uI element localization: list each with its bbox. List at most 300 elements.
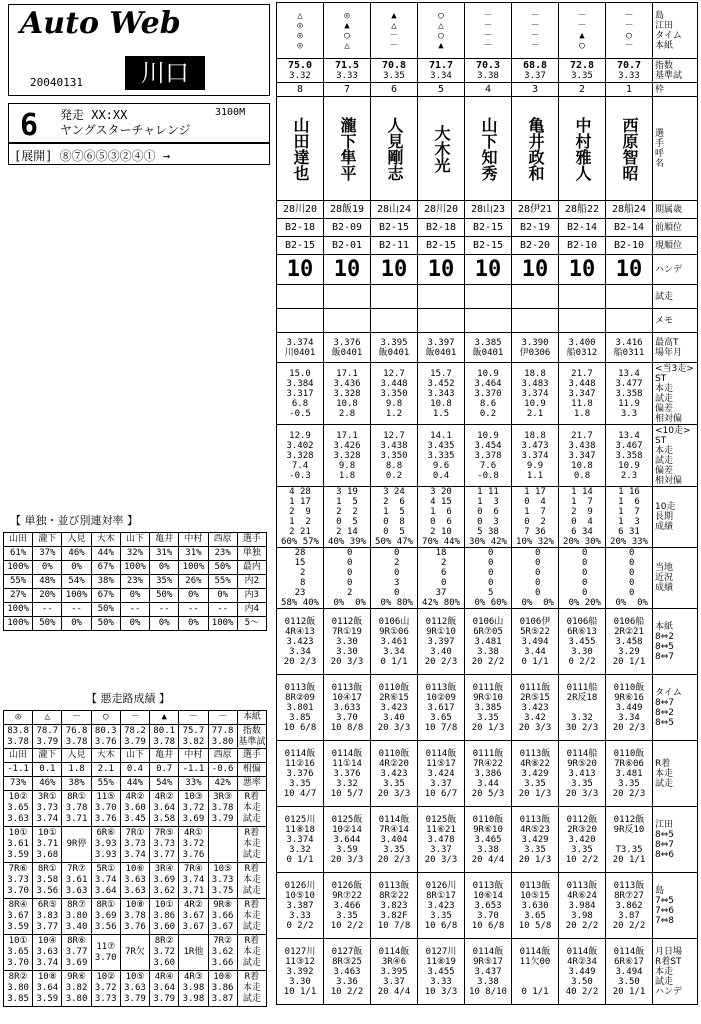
table1-header-cell: 人見 bbox=[62, 533, 91, 547]
table1-header-cell: 中村 bbox=[179, 533, 208, 547]
past-run-cell bbox=[277, 939, 324, 1005]
rider-index: 71.5 bbox=[334, 59, 360, 71]
rider-avg3: 17.1 3.436 3.328 10.8 2.8 bbox=[333, 368, 361, 419]
rider-best: 3.395 飯0401 bbox=[378, 337, 410, 358]
rider-stat_local: 0 0 0 0 2 0% 0% bbox=[333, 548, 366, 608]
rider-avg10-cell bbox=[418, 425, 465, 487]
table2-rate bbox=[33, 777, 62, 791]
table2-run-text: 8R④ 3.67 3.59 bbox=[7, 900, 29, 932]
table2-run-text: 10⑥ 3.86 3.87 bbox=[211, 972, 234, 1004]
rider-best: 3.397 飯0401 bbox=[425, 337, 457, 358]
table2-run bbox=[120, 791, 149, 827]
row-label-text: 現順位 bbox=[655, 240, 683, 251]
past-run-cell bbox=[277, 675, 324, 741]
past-run: 0114船 9R⑤20 3.413 3.35 20 3/3 bbox=[565, 748, 599, 799]
table1-cell: -- bbox=[33, 603, 62, 617]
past-run-cell bbox=[371, 939, 418, 1005]
rider-kikan-cell bbox=[512, 201, 559, 219]
rider-name: 亀井政和 bbox=[526, 116, 545, 181]
past-run-cell bbox=[606, 609, 653, 675]
rider-stat10-cell bbox=[465, 487, 512, 548]
table1-cell: 単独 bbox=[237, 547, 266, 561]
run-side-text: タイム 8⇔7 8⇔2 8⇔5 bbox=[655, 687, 682, 728]
table2-run bbox=[62, 971, 91, 1007]
rider-index: 70.7 bbox=[616, 59, 642, 71]
table2-rate-text: 悪率 bbox=[242, 778, 261, 788]
table2-dev bbox=[179, 763, 208, 777]
table2-run bbox=[91, 971, 120, 1007]
rider-kikan: 28山23 bbox=[470, 204, 506, 215]
run-side-text: 江田 8⇔5 8⇔7 8⇔6 bbox=[655, 819, 674, 860]
rider-base: 3.34 bbox=[430, 70, 452, 81]
table1-cell: 27% bbox=[4, 589, 33, 603]
race-tenkai: [展開] ⑧⑦⑥⑤③②④① → bbox=[14, 149, 171, 163]
table1-cell: 内3 bbox=[237, 589, 266, 603]
rider-stat10-cell bbox=[512, 487, 559, 548]
rider-avg3-cell bbox=[277, 363, 324, 425]
venue-badge: 川口 bbox=[125, 56, 205, 90]
past-run: 0114飯 11⑤17 3.424 3.37 10 6/7 bbox=[424, 748, 458, 799]
table2-rate-text: 38% bbox=[68, 778, 85, 788]
table2-index bbox=[237, 725, 266, 749]
row-label bbox=[653, 285, 698, 309]
table2-run-text: 4R① 3.72 3.76 bbox=[182, 828, 205, 860]
table2-run bbox=[179, 899, 208, 935]
table1-cell: -- bbox=[120, 603, 149, 617]
table1-cell: -- bbox=[62, 603, 91, 617]
rider-blank-cell bbox=[606, 309, 653, 333]
rider-best-cell bbox=[465, 333, 512, 363]
table2-run bbox=[150, 863, 179, 899]
table2-run-text: 7R欠 bbox=[125, 947, 145, 957]
table1-cell: 32% bbox=[120, 547, 149, 561]
rider-avg10: 21.7 3.438 3.347 10.8 0.8 bbox=[568, 430, 596, 481]
table1-cell: 38% bbox=[91, 575, 120, 589]
rider-index: 75.0 bbox=[287, 59, 313, 71]
table2-run bbox=[150, 827, 179, 863]
past-run: 0114飯 3R④6 3.395 3.37 20 4/4 bbox=[377, 946, 411, 997]
table2-run bbox=[33, 791, 62, 827]
table2-rate-text: 42% bbox=[214, 778, 231, 788]
past-run: 0113飯 4R⑥24 3.984 3.98 20 2/2 bbox=[565, 880, 599, 931]
rider-gen-cell bbox=[277, 237, 324, 255]
past-run-cell bbox=[277, 807, 324, 873]
past-run: 0114飯 7R④14 3.404 3.35 20 2/3 bbox=[377, 814, 411, 865]
table2-index-text: 76.8 3.78 bbox=[65, 725, 88, 747]
past-run-cell bbox=[512, 807, 559, 873]
table2-run bbox=[62, 827, 91, 863]
past-run: 0110飯 4R②20 3.423 3.35 20 3/3 bbox=[377, 748, 411, 799]
table1-cell: -- bbox=[150, 603, 179, 617]
rider-index-cell bbox=[606, 59, 653, 83]
table1-cell: 0% bbox=[208, 589, 237, 603]
rider-stat_local-cell bbox=[606, 548, 653, 609]
rider-stat_local: 18 2 6 0 37 42% 80% bbox=[422, 548, 460, 608]
table2-run-text: 4R② 3.64 3.58 bbox=[153, 792, 176, 824]
table2-header bbox=[91, 749, 120, 763]
rider-waku: 1 bbox=[625, 84, 633, 95]
past-run-cell bbox=[418, 939, 465, 1005]
past-run-cell bbox=[371, 675, 418, 741]
table2-index bbox=[208, 725, 237, 749]
table2-header bbox=[4, 749, 33, 763]
rider-zen: B2-14 bbox=[613, 222, 645, 233]
table2-index bbox=[150, 725, 179, 749]
row-label bbox=[653, 255, 698, 285]
rider-zen: B2-19 bbox=[519, 222, 551, 233]
table2-rate bbox=[4, 777, 33, 791]
table2-mark bbox=[62, 711, 91, 725]
table2-rate-text: 33% bbox=[185, 778, 202, 788]
table2-index bbox=[179, 725, 208, 749]
rider-hande-cell bbox=[324, 255, 371, 285]
table2-run bbox=[120, 863, 149, 899]
past-run: 0111船 2R反18 3.32 30 2/3 bbox=[565, 682, 599, 733]
rider-blank-cell bbox=[512, 285, 559, 309]
table1-cell: 100% bbox=[120, 561, 149, 575]
table1-cell: 46% bbox=[62, 547, 91, 561]
rider-hande-cell bbox=[418, 255, 465, 285]
row-label bbox=[653, 59, 698, 83]
rider-avg10-cell bbox=[324, 425, 371, 487]
table2-dev-text: 0.4 bbox=[126, 764, 144, 774]
rider-marks: － － ◯ － bbox=[624, 10, 634, 51]
table2-run-text: 3R④ 3.69 3.62 bbox=[153, 864, 176, 896]
rider-index-cell bbox=[371, 59, 418, 83]
rider-hande: 10 bbox=[521, 256, 549, 282]
rider-kikan: 28船24 bbox=[611, 204, 647, 215]
table2-mark bbox=[91, 711, 120, 725]
rider-marks-cell bbox=[559, 3, 606, 59]
table2-run-text: 7R⑥ 3.73 3.70 bbox=[7, 864, 29, 896]
table2-run bbox=[120, 827, 149, 863]
table2-dev bbox=[62, 763, 91, 777]
rider-stat10-cell bbox=[277, 487, 324, 548]
table2-index-text: 83.8 3.78 bbox=[7, 725, 29, 747]
rider-kikan-cell bbox=[418, 201, 465, 219]
row-label-text: 枠 bbox=[655, 84, 665, 95]
table2-run-text: 8R② 3.72 3.60 bbox=[153, 936, 176, 968]
past-run-cell bbox=[324, 741, 371, 807]
table2-mark-text: － bbox=[188, 712, 198, 722]
rider-kikan: 28伊21 bbox=[517, 204, 553, 215]
table2-run-text: 11⑦ 3.70 bbox=[94, 941, 117, 963]
row-label bbox=[653, 363, 698, 425]
table2-run bbox=[62, 899, 91, 935]
rider-waku: 7 bbox=[343, 84, 351, 95]
past-run: 0112飯 2R③20 3.420 3.35 10 2/2 bbox=[565, 814, 599, 865]
table2-run-text: 10③ 3.72 3.69 bbox=[182, 792, 205, 824]
table2-run-text: 10⑧ 3.78 3.76 bbox=[124, 900, 146, 932]
rider-hande: 10 bbox=[286, 256, 314, 282]
row-label bbox=[653, 333, 698, 363]
rider-stat10: 1 11 1 3 0 6 0 3 5 38 30% 42% bbox=[469, 487, 507, 547]
past-run-cell bbox=[418, 609, 465, 675]
past-run-cell bbox=[324, 675, 371, 741]
table2-dev-text: -1.1 bbox=[7, 764, 29, 774]
table1-header-cell: 大木 bbox=[91, 533, 120, 547]
past-run: 0113飯 8R⑦27 3.862 3.87 20 2/2 bbox=[612, 880, 646, 931]
rider-avg10-cell bbox=[465, 425, 512, 487]
table1-cell: 100% bbox=[62, 589, 91, 603]
past-run-cell bbox=[371, 609, 418, 675]
past-run: 0113飯 10②09 3.617 3.65 10 7/8 bbox=[424, 682, 458, 733]
table1-cell: 内4 bbox=[237, 603, 266, 617]
rider-avg10: 17.1 3.426 3.328 9.8 1.8 bbox=[333, 430, 361, 481]
rider-waku: 5 bbox=[437, 84, 445, 95]
past-run: 0112飯 4R④13 3.423 3.34 20 2/3 bbox=[283, 616, 317, 667]
run-side-label bbox=[653, 873, 698, 939]
rider-blank-cell bbox=[418, 309, 465, 333]
rider-marks: － － ▲ ◯ bbox=[577, 10, 587, 51]
rider-zen: B2-14 bbox=[566, 222, 598, 233]
row-label bbox=[653, 425, 698, 487]
rider-hande: 10 bbox=[333, 256, 361, 282]
rider-hande: 10 bbox=[568, 256, 596, 282]
rider-avg3: 15.7 3.452 3.343 10.8 1.5 bbox=[427, 368, 455, 419]
rider-index-cell bbox=[418, 59, 465, 83]
rider-blank-cell bbox=[277, 285, 324, 309]
rider-blank-cell bbox=[371, 309, 418, 333]
table2-run-text: 7R⑤ 3.73 3.77 bbox=[153, 828, 176, 860]
past-run: 0114飯 11欠00 0 1/1 bbox=[519, 946, 551, 997]
table2-header-text: 西原 bbox=[213, 750, 232, 760]
table2-rate bbox=[150, 777, 179, 791]
table2-run bbox=[150, 791, 179, 827]
rider-name: 西原智昭 bbox=[620, 116, 639, 181]
table1-cell: 35% bbox=[150, 575, 179, 589]
table2-dev bbox=[150, 763, 179, 777]
run-side-text: 月日場 R着ST 本走 試走 ハンデ bbox=[655, 946, 683, 997]
rider-index: 70.8 bbox=[381, 59, 407, 71]
past-run: 0112飯 7R①19 3.30 3.30 20 3/3 bbox=[330, 616, 364, 667]
rider-stat10-cell bbox=[559, 487, 606, 548]
table2-run bbox=[4, 899, 33, 935]
table2-run-text: 10① 3.86 3.60 bbox=[153, 900, 176, 932]
table1-cell: 100% bbox=[4, 561, 33, 575]
past-run: 0114飯 11②16 3.376 3.35 10 4/7 bbox=[283, 748, 317, 799]
rider-avg10: 10.9 3.454 3.378 7.6 -0.8 bbox=[474, 430, 502, 481]
table2-run bbox=[208, 971, 237, 1007]
table2-run bbox=[62, 935, 91, 971]
table2-run-text: 8R⑥ 3.77 3.69 bbox=[65, 936, 88, 968]
past-run-cell bbox=[512, 741, 559, 807]
past-run: 0111飯 7R④22 3.386 3.44 20 5/3 bbox=[471, 748, 505, 799]
past-run-cell bbox=[512, 609, 559, 675]
table1-cell: 67% bbox=[91, 561, 120, 575]
rider-gen: B2-15 bbox=[425, 240, 457, 251]
position-rate-table bbox=[3, 532, 267, 631]
table2-run-text: 10⑧ 3.64 3.59 bbox=[36, 972, 59, 1004]
table2-rate-text: 46% bbox=[39, 778, 56, 788]
past-run-cell bbox=[418, 741, 465, 807]
rider-kikan: 28山24 bbox=[376, 204, 412, 215]
rider-stat_local-cell bbox=[324, 548, 371, 609]
rider-stat_local: 0 0 0 0 0 0% 0% bbox=[615, 548, 648, 608]
table2-run-text: 9R⑥ 3.82 3.80 bbox=[65, 972, 88, 1004]
table1-header-cell: 西原 bbox=[208, 533, 237, 547]
rider-waku: 8 bbox=[296, 84, 304, 95]
run-side-label bbox=[653, 807, 698, 873]
rider-avg10-cell bbox=[512, 425, 559, 487]
table1-title: 【 単独・並び別連対率 】 bbox=[10, 514, 138, 527]
table2-run-text: 3R① 3.73 3.74 bbox=[36, 792, 59, 824]
rider-zen-cell bbox=[418, 219, 465, 237]
row-label bbox=[653, 201, 698, 219]
table1-cell: 31% bbox=[150, 547, 179, 561]
rider-best-cell bbox=[324, 333, 371, 363]
table2-run bbox=[4, 935, 33, 971]
rider-blank-cell bbox=[606, 285, 653, 309]
past-run: 0111飯 2R⑤15 3.423 3.42 20 3/3 bbox=[518, 682, 552, 733]
run-side-text: 島 7⇔5 7⇔6 7⇔8 bbox=[655, 885, 674, 926]
table1-cell: 50% bbox=[208, 561, 237, 575]
rider-waku-cell bbox=[371, 83, 418, 97]
rider-stat_local-cell bbox=[465, 548, 512, 609]
past-run-cell bbox=[465, 939, 512, 1005]
past-run-cell bbox=[465, 741, 512, 807]
past-run-cell bbox=[465, 609, 512, 675]
table2-mark-text: ▲ bbox=[161, 712, 167, 722]
logo-text: Auto Web bbox=[20, 6, 181, 41]
rider-stat_local: 0 0 0 0 0 0% 0% bbox=[521, 548, 554, 608]
rider-kikan: 28飯19 bbox=[329, 204, 365, 215]
rider-stat_local-cell bbox=[277, 548, 324, 609]
table2-mark-text: 本紙 bbox=[242, 712, 261, 722]
rider-hande: 10 bbox=[427, 256, 455, 282]
table1-cell: 37% bbox=[33, 547, 62, 561]
rider-marks-cell bbox=[418, 3, 465, 59]
past-run-cell bbox=[512, 873, 559, 939]
rider-hande: 10 bbox=[615, 256, 643, 282]
rider-hande-cell bbox=[512, 255, 559, 285]
rider-hande-cell bbox=[277, 255, 324, 285]
table1-cell: 0% bbox=[150, 561, 179, 575]
rider-base: 3.33 bbox=[618, 70, 640, 81]
rider-marks-cell bbox=[606, 3, 653, 59]
rider-avg3-cell bbox=[418, 363, 465, 425]
table2-header bbox=[120, 749, 149, 763]
past-run: 0114飯 6R⑥17 3.494 3.50 20 1/1 bbox=[612, 946, 646, 997]
table1-cell: 50% bbox=[150, 589, 179, 603]
past-run: 0127川 11⑧19 3.455 3.33 10 3/3 bbox=[424, 946, 458, 997]
table2-run-text: 10① 3.65 3.70 bbox=[7, 936, 29, 968]
rider-zen-cell bbox=[371, 219, 418, 237]
race-distance: 3100M bbox=[215, 107, 246, 118]
rider-stat_local-cell bbox=[418, 548, 465, 609]
table2-run bbox=[179, 935, 208, 971]
table2-run-text: 8R⑦ 3.80 3.40 bbox=[65, 900, 88, 932]
rider-gen-cell bbox=[606, 237, 653, 255]
table2-run bbox=[120, 899, 149, 935]
rider-stat_local: 0 0 0 0 5 0% 60% bbox=[474, 548, 507, 608]
past-run-cell bbox=[606, 741, 653, 807]
table1-cell: 23% bbox=[120, 575, 149, 589]
table2-dev-text: -1.1 bbox=[182, 764, 205, 774]
table1-cell: 20% bbox=[33, 589, 62, 603]
table2-dev-text: 2.1 bbox=[97, 764, 114, 774]
rider-name-cell bbox=[277, 97, 324, 201]
past-run-cell bbox=[512, 939, 559, 1005]
rider-stat10: 1 17 0 4 1 7 0 2 7 36 10% 32% bbox=[516, 487, 554, 547]
rider-base: 3.35 bbox=[383, 70, 405, 81]
table2-index bbox=[4, 725, 33, 749]
table2-run-text: R着 本走 試走 bbox=[242, 864, 261, 896]
table2-mark-text: ◯ bbox=[103, 712, 109, 722]
rider-zen: B2-15 bbox=[378, 222, 410, 233]
rider-stat10-cell bbox=[371, 487, 418, 548]
rider-gen-cell bbox=[324, 237, 371, 255]
table2-run bbox=[62, 863, 91, 899]
table2-run-text: 7R② 3.62 3.66 bbox=[211, 936, 234, 968]
table1-cell: 0% bbox=[120, 617, 149, 631]
rider-best-cell bbox=[371, 333, 418, 363]
past-run: 0106山 9R①06 3.461 3.34 0 1/1 bbox=[378, 616, 410, 667]
rider-gen: B2-11 bbox=[378, 240, 410, 251]
past-run-cell bbox=[559, 807, 606, 873]
table2-header-text: 人見 bbox=[67, 750, 86, 760]
table1-cell: 26% bbox=[179, 575, 208, 589]
rider-best: 3.390 伊0306 bbox=[519, 337, 551, 358]
rider-index-cell bbox=[277, 59, 324, 83]
rider-stat10: 3 20 4 15 1 6 0 6 2 10 70% 44% bbox=[422, 487, 460, 547]
rider-marks-cell bbox=[371, 3, 418, 59]
row-label bbox=[653, 219, 698, 237]
past-run-cell bbox=[277, 741, 324, 807]
table2-run-text: 10② 3.65 3.63 bbox=[7, 792, 29, 824]
rider-stat10: 4 28 1 17 2 9 1 2 2 21 60% 57% bbox=[281, 487, 319, 547]
table2-header bbox=[33, 749, 62, 763]
table2-run-text: 8R① 3.58 3.56 bbox=[36, 864, 59, 896]
table1-cell: 61% bbox=[4, 547, 33, 561]
rider-blank-cell bbox=[465, 285, 512, 309]
table2-header bbox=[237, 749, 266, 763]
rider-avg3: 15.0 3.384 3.317 6.8 -0.5 bbox=[286, 368, 314, 419]
table1-cell: 0% bbox=[179, 589, 208, 603]
table1-cell: 100% bbox=[4, 603, 33, 617]
rider-stat10-cell bbox=[418, 487, 465, 548]
rider-avg10: 13.4 3.467 3.358 10.9 2.3 bbox=[615, 430, 643, 481]
rider-avg10-cell bbox=[606, 425, 653, 487]
table2-mark bbox=[179, 711, 208, 725]
table2-run bbox=[4, 971, 33, 1007]
rider-gen-cell bbox=[512, 237, 559, 255]
table2-run-text: R着 本走 試走 bbox=[242, 936, 261, 968]
rider-stat_local-cell bbox=[512, 548, 559, 609]
rider-avg10-cell bbox=[559, 425, 606, 487]
table2-index bbox=[62, 725, 91, 749]
rider-avg3: 21.7 3.448 3.347 11.8 1.8 bbox=[568, 368, 596, 419]
past-run: 0113飯 8R②22 3.823 3.82F 10 7/8 bbox=[377, 880, 411, 931]
table2-header-text: 山下 bbox=[125, 750, 144, 760]
table2-header bbox=[62, 749, 91, 763]
table1-cell: 50% bbox=[33, 617, 62, 631]
table2-run-text: 10⑥ 3.63 3.63 bbox=[124, 864, 146, 896]
table2-run bbox=[208, 935, 237, 971]
row-label-text: 島 江田 タイム 本紙 bbox=[655, 10, 682, 51]
table1-cell: 55% bbox=[4, 575, 33, 589]
past-run-cell bbox=[512, 675, 559, 741]
rider-gen-cell bbox=[559, 237, 606, 255]
table2-run-text: 8R② 3.80 3.85 bbox=[7, 972, 29, 1004]
rider-zen: B2-15 bbox=[472, 222, 504, 233]
rider-kikan-cell bbox=[606, 201, 653, 219]
row-label-text: 最高T 場年月 bbox=[655, 337, 683, 358]
rider-hande: 10 bbox=[380, 256, 408, 282]
rider-gen: B2-15 bbox=[284, 240, 316, 251]
table2-dev-text: 1.8 bbox=[68, 764, 85, 774]
table2-index bbox=[120, 725, 149, 749]
